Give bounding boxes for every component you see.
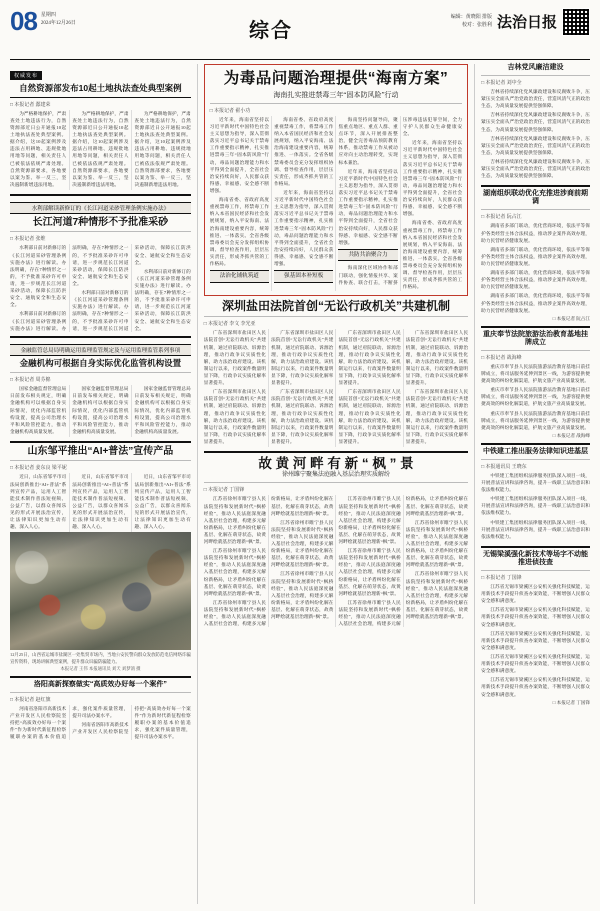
subheadline: 徐州雎宁聚集法庭融入基层治理实质解纷 [281, 471, 390, 478]
byline: □ 本报记者 张维 [10, 237, 46, 243]
divider [481, 75, 590, 76]
issue-date: 星期四 2024年12月26日 [40, 13, 76, 26]
divider [481, 209, 590, 210]
article-chongqing-fengjie [481, 331, 590, 439]
article-body: 吉林省持续深化党风廉政建设和反腐败斗争，压紧压实全面从严治党政治责任，营造风清气正的政治生态，为高质量发展提供坚强保障。 吉林省持续深化党风廉政建设和反腐败斗争，压紧压实全面从严治党政治责任，营造风清气正的政治生态，为高质量发展提供坚强保障。 吉林省持续深化党风廉政建设和反腐败斗争，压紧压实全面从严治党政治责任，营造风清气正的政治生态，为高质量发展提供坚强保障。 吉林省持续深化党风廉政建设和反腐败斗争，压紧压实全面从严治党政治责任，营造风清气正的政治生态，为高质量发展提供坚强保障。 [481, 89, 590, 179]
byline: □ 本报记者 周芬棉 [10, 378, 51, 384]
divider [10, 676, 191, 678]
article-body: 中铁建工集团组织法律服务团队深入项目一线，开展普法宣讲和法律咨询，提升一线职工法治意识和依法维权能力。 中铁建工集团组织法律服务团队深入项目一线，开展普法宣讲和法律咨询，提升一线职工法治意识和依法维权能力。 中铁建工集团组织法律服务团队深入项目一线，开展普法宣讲和法律咨询，提升一线职工法治意识和依法维权能力。 [481, 472, 590, 539]
column-divider [197, 64, 198, 904]
divider [481, 350, 590, 351]
article-jilin [481, 64, 590, 181]
byline: □ 本报记者 战海峰 [481, 355, 522, 361]
section-subhead: 强基固本补短板 [274, 270, 333, 283]
divider [481, 326, 590, 328]
headline: 中铁建工推出服务法律知识进基层 [483, 447, 589, 455]
headline: 洛阳高新探察做实“高质效办好每一个案件” [33, 680, 167, 688]
section-title-wrap [102, 8, 440, 43]
byline: □ 本报记者 阮占江 [481, 215, 522, 221]
article-shenzhen-yantian [204, 300, 468, 448]
authority-badge: 权威发布 [10, 71, 42, 80]
photo-caption: 12月25日，山西省运城市盐湖区一处集贸市场内，当地公安民警向群众发放防范电信网络诈骗宣传资料，现场讲解典型案例，提升群众识骗防骗能力。 [10, 652, 191, 664]
article-body: 国家金融监督管理总局日前发布相关规定，明确金融机构可以根据自身实际情况，优化内部监管机构设置，提高公司治理水平和风险管控能力，推动金融机构高质量发展。 国家金融监督管理总局日前发布相关规定，明确金融机构可以根据自身实际情况，优化内部监管机构设置，提高公司治理水平和风险管控能力，推动金融机构高质量发展。 国家金融监督管理总局日前发布相关规定，明确金融机构可以根据自身实际情况，优化内部监管机构设置，提高公司治理水平和风险管控能力，推动金融机构高质量发展。 [10, 386, 191, 434]
divider [10, 372, 191, 373]
masthead [10, 8, 590, 60]
headline: 故 黄 河 畔 有 新 “ 枫 ” 景 [258, 456, 414, 472]
article-hunan [481, 190, 590, 321]
headline: 吉林党风廉洁建设 [507, 64, 564, 71]
middle-region [204, 64, 468, 904]
article-body: 水利部日前对新修订的《长江河道采砂管理条例实施办法》进行解读。办法明确，存在7种情形之一的，不予批准采砂许可申请，进一步规范长江河道采砂活动，保障长江防洪安全、通航安全和生态安全。 水利部日前对新修订的《长江河道采砂管理条例实施办法》进行解读。办法明确，存在7种情形之一的，不予批准采砂许可申请，进一步规范长江河道采砂活动，保障长江防洪安全、通航安全和生态安全。 水利部日前对新修订的《长江河道采砂管理条例实施办法》进行解读。办法明确，存在7种情形之一的，不予批准采砂许可申请，进一步规范长江河道采砂活动，保障长江防洪安全、通航安全和生态安全。 水利部日前对新修订的《长江河道采砂管理条例实施办法》进行解读。办法明确，存在7种情形之一的，不予批准采砂许可申请，进一步规范长江河道采砂活动，保障长江防洪安全、通航安全和生态安全。 [10, 245, 191, 331]
headline: 湖南组织联动优化充推进涉商前期调 [483, 190, 589, 206]
divider [481, 459, 590, 460]
article-body: 江苏省徐州市睢宁县人民法院坚持和发展新时代“枫桥经验”，推动人民法庭深度融入基层社会治理，构建多元解纷新格局，让矛盾纠纷化解在基层、化解在萌芽状态，故黄河畔绘就基层治理新“枫”景。 江苏省徐州市睢宁县人民法院坚持和发展新时代“枫桥经验”，推动人民法庭深度融入基层社会治理，构建多元解纷新格局，让矛盾纠纷化解在基层、化解在萌芽状态，故黄河畔绘就基层治理新“枫”景。 江苏省徐州市睢宁县人民法院坚持和发展新时代“枫桥经验”，推动人民法庭深度融入基层社会治理，构建多元解纷新格局，让矛盾纠纷化解在基层、化解在萌芽状态，故黄河畔绘就基层治理新“枫”景。 江苏省徐州市睢宁县人民法院坚持和发展新时代“枫桥经验”，推动人民法庭深度融入基层社会治理，构建多元解纷新格局，让矛盾纠纷化解在基层、化解在萌芽状态，故黄河畔绘就基层治理新“枫”景。 江苏省徐州市睢宁县人民法院坚持和发展新时代“枫桥经验”，推动人民法庭深度融入基层社会治理，构建多元解纷新格局，让矛盾纠纷化解在基层、化解在萌芽状态，故黄河畔绘就基层治理新“枫”景。 江苏省徐州市睢宁县人民法院坚持和发展新时代“枫桥经验”，推动人民法庭深度融入基层社会治理，构建多元解纷新格局，让矛盾纠纷化解在基层、化解在萌芽状态，故黄河畔绘就基层治理新“枫”景。 江苏省徐州市睢宁县人民法院坚持和发展新时代“枫桥经验”，推动人民法庭深度融入基层社会治理，构建多元解纷新格局，让矛盾纠纷化解在基层、化解在萌芽状态，故黄河畔绘就基层治理新“枫”景。 江苏省徐州市睢宁县人民法院坚持和发展新时代“枫桥经验”，推动人民法庭深度融入基层社会治理，构建多元解纷新格局，让矛盾纠纷化解在基层、化解在萌芽状态，故黄河畔绘就基层治理新“枫”景。 江苏省徐州市睢宁县人民法院坚持和发展新时代“枫桥经验”，推动人民法庭深度融入基层社会治理，构建多元解纷新格局，让矛盾纠纷化解在基层、化解在萌芽状态，故黄河畔绘就基层治理新“枫”景。 江苏省徐州市睢宁县人民法院坚持和发展新时代“枫桥经验”，推动人民法庭深度融入基层社会治理，构建多元解纷新格局，让矛盾纠纷化解在基层、化解在萌芽状态，故黄河畔绘就基层治理新“枫”景。 [203, 496, 469, 627]
right-region [481, 64, 590, 904]
article-body: 河南省洛阳市高新技术产业开发区人民检察院坚持把“高质效办好每一个案件”作为新时代新征程检察履职办案的基本价值追求，强化案件质量管理，提升司法办案水平。 河南省洛阳市高新技术产业开发区人民检察院坚持把“高质效办好每一个案件”作为新时代新征程检察履职办案的基本价值追求，强化案件质量管理，提升司法办案水平。 [10, 705, 191, 740]
divider [10, 441, 191, 443]
section-subhead: 法治化铺轨筑道 [210, 270, 269, 283]
headline: 深圳盐田法院首创“无讼行政机关”共建机制 [221, 298, 450, 313]
kicker: 水利部解读新修订的《长江河道采砂管理条例实施办法》 [10, 202, 191, 214]
section-title: 综合 [249, 20, 293, 42]
signature: □ 本报记者 战海峰 [552, 432, 590, 438]
divider [204, 316, 468, 317]
masthead-left [10, 8, 102, 34]
lead-byline: □ 本报记者 翟小功 [209, 108, 251, 114]
article-yangtze-sand [10, 199, 191, 332]
article-luoyang [10, 681, 191, 741]
article-land-cases [10, 84, 191, 190]
divider [481, 546, 590, 548]
divider [10, 231, 191, 232]
lead-subtitle: 海南扎实推进禁毒三年“固本防风险”行动 [273, 90, 399, 99]
byline: □ 本报记者 李文 李光亚 [203, 322, 256, 328]
divider [481, 570, 590, 571]
divider [481, 185, 590, 187]
kicker: 金融监管总局局明确运用监理监管规定及与运用监理监管系列事项 [10, 344, 191, 356]
article-body: 广东省深圳市盐田区人民法院首创“无讼行政机关”共建机制，通过府院联动、诉源治理，推动行政争议实质性化解，助力法治政府建设。该机制运行以来，行政案件数量明显下降，行政争议实质化解率显著提升。 广东省深圳市盐田区人民法院首创“无讼行政机关”共建机制，通过府院联动、诉源治理，推动行政争议实质性化解，助力法治政府建设。该机制运行以来，行政案件数量明显下降，行政争议实质化解率显著提升。 广东省深圳市盐田区人民法院首创“无讼行政机关”共建机制，通过府院联动、诉源治理，推动行政争议实质性化解，助力法治政府建设。该机制运行以来，行政案件数量明显下降，行政争议实质化解率显著提升。 广东省深圳市盐田区人民法院首创“无讼行政机关”共建机制，通过府院联动、诉源治理，推动行政争议实质性化解，助力法治政府建设。该机制运行以来，行政案件数量明显下降，行政争议实质化解率显著提升。 广东省深圳市盐田区人民法院首创“无讼行政机关”共建机制，通过府院联动、诉源治理，推动行政争议实质性化解，助力法治政府建设。该机制运行以来，行政案件数量明显下降，行政争议实质化解率显著提升。 广东省深圳市盐田区人民法院首创“无讼行政机关”共建机制，通过府院联动、诉源治理，推动行政争议实质性化解，助力法治政府建设。该机制运行以来，行政案件数量明显下降，行政争议实质化解率显著提升。 广东省深圳市盐田区人民法院首创“无讼行政机关”共建机制，通过府院联动、诉源治理，推动行政争议实质性化解，助力法治政府建设。该机制运行以来，行政案件数量明显下降，行政争议实质化解率显著提升。 广东省深圳市盐田区人民法院首创“无讼行政机关”共建机制，通过府院联动、诉源治理，推动行政争议实质性化解，助力法治政府建设。该机制运行以来，行政案件数量明显下降，行政争议实质化解率显著提升。 [203, 330, 469, 444]
article-xuzhou-maple [204, 456, 468, 627]
divider [10, 97, 191, 98]
article-body: 为严格耕地保护，严肃查处土地违法行为，自然资源部近日公开通报10起土地执法查处典型案例。据介绍，这10起案例涉及违法占用耕地、违规批地用地等问题，相关责任人已被依法依规严肃处理。自然资源部要求，各地要以案为鉴、举一反三，坚决遏制新增违法用地。 为严格耕地保护，严肃查处土地违法行为，自然资源部近日公开通报10起土地执法查处典型案例。据介绍，这10起案例涉及违法占用耕地、违规批地用地等问题，相关责任人已被依法依规严肃处理。自然资源部要求，各地要以案为鉴、举一反三，坚决遏制新增违法用地。 为严格耕地保护，严肃查处土地违法行为，自然资源部近日公开通报10起土地执法查处典型案例。据介绍，这10起案例涉及违法占用耕地、违规批地用地等问题，相关责任人已被依法依规严肃处理。自然资源部要求，各地要以案为鉴、举一反三，坚决遏制新增违法用地。 [10, 110, 191, 187]
page-content [10, 64, 590, 904]
masthead-right [440, 8, 590, 36]
byline: □ 本报记者 姜东良 梁平妮 [10, 466, 67, 472]
signature: □ 本报记者 阮占江 [552, 315, 590, 321]
article-wuxi-liangxi [481, 551, 590, 706]
qr-code-icon[interactable] [562, 8, 590, 36]
divider [10, 194, 191, 196]
headline: 重庆奉节法院旅游法治教育基地挂牌成立 [483, 330, 589, 346]
lead-article [204, 64, 468, 296]
byline: □ 本报记者 丁国锋 [481, 575, 522, 581]
divider [10, 336, 191, 338]
article-finance-institutions [10, 341, 191, 437]
article-ctce [481, 448, 590, 542]
divider [481, 443, 590, 445]
article-shandong-ai [10, 446, 191, 532]
divider [204, 451, 468, 453]
divider [10, 692, 191, 693]
lead-body: 近年来，海南省坚持以习近平新时代中国特色社会主义思想为指导，深入贯彻落实习近平总书记关于禁毒工作重要指示精神，扎实推进禁毒三年“固本防风险”行动，毒品问题治理能力和水平得到全面提升，全省社会治安持续向好，人民群众获得感、幸福感、安全感不断增强。 海南省委、省政府高度重视禁毒工作，将禁毒工作纳入本省国民经济和社会发展规划，纳入平安海南、法治海南建设重要内容，统筹推进、一体落实。全省各级禁毒委员会充分发挥组织协调、督导检查作用，层层压实责任，形成齐抓共管的工作格局。 法治化铺轨筑道 海南省委、省政府高度重视禁毒工作，将禁毒工作纳入本省国民经济和社会发展规划，纳入平安海南、法治海南建设重要内容，统筹推进、一体落实。全省各级禁毒委员会充分发挥组织协调、督导检查作用，层层压实责任，形成齐抓共管的工作格局。 近年来，海南省坚持以习近平新时代中国特色社会主义思想为指导，深入贯彻落实习近平总书记关于禁毒工作重要指示精神，扎实推进禁毒三年“固本防风险”行动，毒品问题治理能力和水平得到全面提升，全省社会治安持续向好，人民群众获得感、幸福感、安全感不断增强。 强基固本补短板 海南坚持问题导向，聚焦重点地区、重点人群、重点环节，深入开展排查整治，健全完善毒品预防教育体系，推动禁毒工作从被动应对向主动治理转变，实现标本兼治。 近年来，海南省坚持以习近平新时代中国特色社会主义思想为指导，深入贯彻落实习近平总书记关于禁毒工作重要指示精神，扎实推进禁毒三年“固本防风险”行动，毒品问题治理能力和水平得到全面提升，全省社会治安持续向好，人民群众获得感、幸福感、安全感不断增强。 共防共治聚合力 海南深化区域协作和部门联动，强化情报共享、案件协查、联合打击，不断挤压涉毒违法犯罪空间，全力守护人民群众生命健康安全。 近年来，海南省坚持以习近平新时代中国特色社会主义思想为指导，深入贯彻落实习近平总书记关于禁毒工作重要指示精神，扎实推进禁毒三年“固本防风险”行动，毒品问题治理能力和水平得到全面提升，全省社会治安持续向好，人民群众获得感、幸福感、安全感不断增强。 海南省委、省政府高度重视禁毒工作，将禁毒工作纳入本省国民经济和社会发展规划，纳入平安海南、法治海南建设重要内容，统筹推进、一体落实。全省各级禁毒委员会充分发挥组织协调、督导检查作用，层层压实责任，形成齐抓共管的工作格局。 [209, 116, 463, 290]
divider [204, 482, 468, 483]
divider [10, 460, 191, 461]
headline: 无锡梁溪强化新技术等场字不动能推进侦技查 [483, 550, 589, 566]
byline: □ 本报记者 丁国锋 [203, 488, 245, 494]
column-divider [474, 64, 475, 904]
headline: 长江河道7种情形不予批准采砂 [32, 216, 169, 228]
article-body: 重庆市奉节县人民法院旅游法治教育基地日前挂牌成立，将司法服务延伸到景区一线，为游客提供便捷高效的纠纷化解渠道，护航文旅产业高质量发展。 重庆市奉节县人民法院旅游法治教育基地日前挂牌成立，将司法服务延伸到景区一线，为游客提供便捷高效的纠纷化解渠道，护航文旅产业高质量发展。 重庆市奉节县人民法院旅游法治教育基地日前挂牌成立，将司法服务延伸到景区一线，为游客提供便捷高效的纠纷化解渠道，护航文旅产业高质量发展。 [481, 363, 590, 430]
market-photo [10, 532, 191, 650]
headline: 金融机构可根据自身实际优化监管机构设置 [19, 358, 182, 369]
edition-credits: 编辑：黄晓阳 排版 校对：张胜利 [450, 15, 492, 28]
signature: □ 本报记者 丁国锋 [552, 699, 590, 705]
byline: □ 本报通讯员 王晓东 [481, 464, 527, 470]
lead-headline: 为毒品问题治理提供“海南方案” [223, 70, 449, 87]
byline: □ 本报记者 郄建荣 [10, 102, 51, 108]
byline: □ 本报记者 赵红旗 [10, 697, 51, 703]
photo-credit: 本报记者 王伟 本报通讯员 刘天 刘梦鸽 摄 [60, 665, 141, 671]
section-subhead: 共防共治聚合力 [338, 249, 397, 262]
article-body: 近日，山东省邹平市司法局创新推出“AI+普法”系列宣传产品，运用人工智能技术制作普法短视频、公益广告，以群众喜闻乐见的形式开展法治宣传，让法律知识更加生动有趣、深入人心。 近日，山东省邹平市司法局创新推出“AI+普法”系列宣传产品，运用人工智能技术制作普法短视频、公益广告，以群众喜闻乐见的形式开展法治宣传，让法律知识更加生动有趣、深入人心。 近日，山东省邹平市司法局创新推出“AI+普法”系列宣传产品，运用人工智能技术制作普法短视频、公益广告，以群众喜闻乐见的形式开展法治宣传，让法律知识更加生动有趣、深入人心。 [10, 474, 191, 530]
article-body: 江苏省无锡市梁溪区公安机关强化科技赋能，运用新技术手段提升侦查办案效能，不断增强人民群众安全感和满意度。 江苏省无锡市梁溪区公安机关强化科技赋能，运用新技术手段提升侦查办案效能，不断增强人民群众安全感和满意度。 江苏省无锡市梁溪区公安机关强化科技赋能，运用新技术手段提升侦查办案效能，不断增强人民群众安全感和满意度。 江苏省无锡市梁溪区公安机关强化科技赋能，运用新技术手段提升侦查办案效能，不断增强人民群众安全感和满意度。 江苏省无锡市梁溪区公安机关强化科技赋能，运用新技术手段提升侦查办案效能，不断增强人民群众安全感和满意度。 [481, 583, 590, 697]
left-region [10, 64, 191, 904]
headline: 山东邹平推出“AI+普法”宣传产品 [27, 445, 174, 457]
headline: 自然资源部发布10起土地执法查处典型案例 [19, 83, 182, 93]
article-body: 湖南省多部门联动，优化营商环境，依法平等保护各类经营主体合法权益，推动涉企案件高效办理，助力民营经济健康发展。 湖南省多部门联动，优化营商环境，依法平等保护各类经营主体合法权益，推动涉企案件高效办理，助力民营经济健康发展。 湖南省多部门联动，优化营商环境，依法平等保护各类经营主体合法权益，推动涉企案件高效办理，助力民营经济健康发展。 湖南省多部门联动，优化营商环境，依法平等保护各类经营主体合法权益，推动涉企案件高效办理，助力民营经济健康发展。 [481, 223, 590, 313]
page-number: 08 [10, 6, 37, 36]
byline: □ 本报记者 刘中全 [481, 81, 522, 87]
paper-logo: 法治日报 [496, 14, 557, 31]
divider [210, 103, 462, 104]
